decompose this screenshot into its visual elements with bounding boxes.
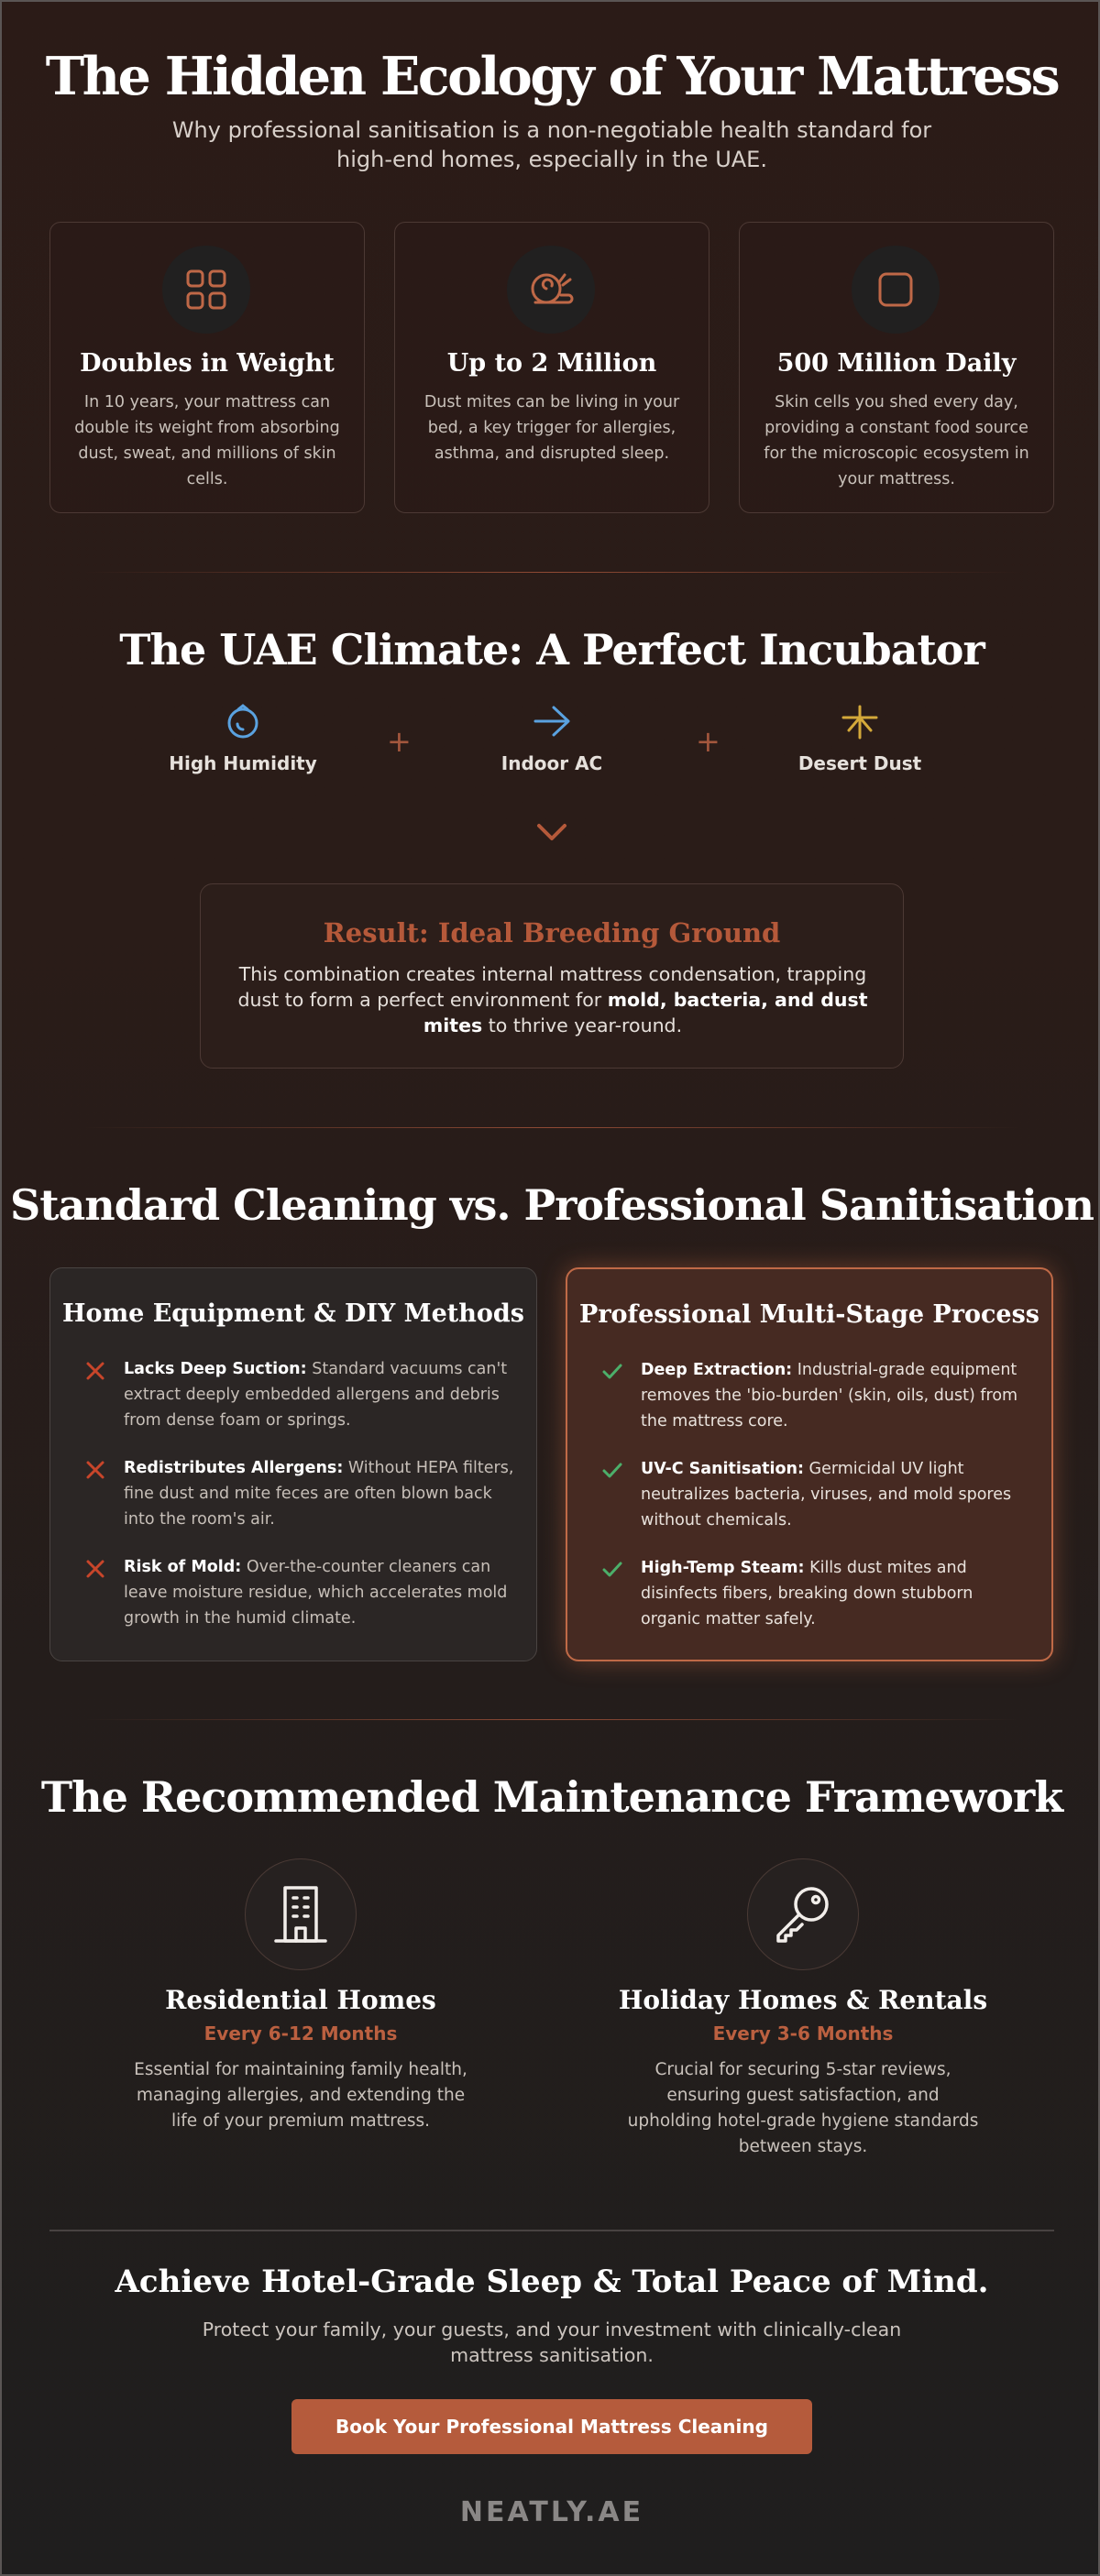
stat-text: In 10 years, your mattress can double its weight from absorbing dust, sweat, and millions of skin cells. bbox=[74, 393, 340, 488]
page-title: The Hidden Ecology of Your Mattress bbox=[45, 46, 1059, 107]
book-cleaning-button[interactable]: Book Your Professional Mattress Cleaning bbox=[292, 2399, 812, 2454]
diy-methods-card: Home Equipment & DIY Methods Lacks Deep Suction: Standard vacuums can't extract deeply embedded allergens and debris from dense foam or springs. Redistributes Allergens: Without HEPA filters, fine dust and mite feces are often blown back into the room's air. Risk of Mold: Over-the-counter cleaners can leave moisture residue, which accelerates mold growth in the humid climate. bbox=[50, 1267, 537, 1661]
check-icon bbox=[600, 1456, 624, 1482]
plan-title: Holiday Homes & Rentals bbox=[618, 1985, 988, 2015]
stat-title: 500 Million Daily bbox=[776, 349, 1017, 378]
section-divider bbox=[84, 1127, 1019, 1128]
snail-icon bbox=[507, 246, 595, 334]
card-title: Home Equipment & DIY Methods bbox=[62, 1299, 524, 1328]
climate-factor-humidity bbox=[133, 703, 353, 774]
chevron-down-icon bbox=[534, 820, 570, 844]
cross-icon bbox=[83, 1554, 107, 1580]
result-title: Result: Ideal Breeding Ground bbox=[323, 917, 781, 948]
building-icon bbox=[245, 1858, 357, 1970]
section-divider bbox=[84, 572, 1019, 573]
climate-label: High Humidity bbox=[169, 752, 317, 774]
stat-text: Dust mites can be living in your bed, a key trigger for allergies, asthma, and disrupted sleep. bbox=[424, 393, 680, 463]
cta-subtitle: Protect your family, your guests, and your investment with clinically-clean mattress sanitisation. bbox=[202, 2318, 902, 2366]
climate-label: Indoor AC bbox=[500, 752, 603, 774]
card-title: Professional Multi-Stage Process bbox=[579, 1300, 1040, 1329]
humidity-icon bbox=[225, 703, 261, 740]
plan-holiday-homes bbox=[610, 1858, 996, 2160]
cta-divider bbox=[50, 2230, 1054, 2231]
climate-factor-dust bbox=[750, 703, 970, 774]
result-box bbox=[200, 883, 904, 1069]
plan-frequency: Every 3-6 Months bbox=[712, 2022, 894, 2044]
plus-operator: + bbox=[387, 724, 412, 759]
brand-logo[interactable]: NEATLY.AE bbox=[459, 2496, 644, 2528]
cross-icon bbox=[83, 1356, 107, 1382]
plan-text: Essential for maintaining family health, managing allergies, and extending the life of your premium mattress. bbox=[134, 2060, 468, 2131]
sparkle-icon bbox=[840, 703, 880, 740]
cta-title: Achieve Hotel-Grade Sleep & Total Peace of Mind. bbox=[115, 2264, 989, 2300]
cross-icon bbox=[83, 1455, 107, 1481]
stat-card-skin-cells bbox=[739, 222, 1054, 513]
professional-process-card: Professional Multi-Stage Process Deep Extraction: Industrial-grade equipment removes the 'bio-burden' (skin, oils, dust) from the mattress core. UV-C Sanitisation: Germicidal UV light neutralizes bacteria, viruses, and mold spores without chemicals. High-Temp Steam: Kills dust mites and disinfects fibers, breaking down stubborn organic matter safely. bbox=[566, 1267, 1053, 1661]
arrow-right-icon bbox=[532, 703, 572, 740]
stat-card-weight bbox=[50, 222, 365, 513]
climate-title: The UAE Climate: A Perfect Incubator bbox=[119, 625, 984, 674]
climate-factor-ac bbox=[442, 703, 662, 774]
plan-text: Crucial for securing 5-star reviews, ensuring guest satisfaction, and upholding hotel-grade hygiene standards between stays. bbox=[627, 2060, 979, 2156]
key-icon bbox=[747, 1858, 859, 1970]
check-icon bbox=[600, 1555, 624, 1581]
section-divider bbox=[84, 1719, 1019, 1720]
square-icon bbox=[852, 246, 940, 334]
plus-operator: + bbox=[696, 724, 720, 759]
stat-title: Doubles in Weight bbox=[80, 349, 335, 378]
framework-title: The Recommended Maintenance Framework bbox=[40, 1772, 1063, 1822]
result-text: This combination creates internal mattress condensation, trapping dust to form a perfect environment for mold, bacteria, and dust mites to thrive year-round. bbox=[237, 963, 868, 1036]
climate-label: Desert Dust bbox=[798, 752, 922, 774]
stat-card-dust-mites bbox=[394, 222, 710, 513]
grid-icon bbox=[162, 246, 250, 334]
check-icon bbox=[600, 1357, 624, 1383]
plan-residential bbox=[108, 1858, 493, 2134]
stat-title: Up to 2 Million bbox=[446, 349, 657, 378]
plan-title: Residential Homes bbox=[165, 1985, 436, 2015]
stat-text: Skin cells you shed every day, providing a constant food source for the microscopic ecosystem in your mattress. bbox=[764, 393, 1029, 488]
plan-frequency: Every 6-12 Months bbox=[204, 2022, 398, 2044]
page-subtitle: Why professional sanitisation is a non-negotiable health standard for high-end homes, especially in the UAE. bbox=[171, 117, 932, 172]
comparison-title: Standard Cleaning vs. Professional Sanitisation bbox=[10, 1180, 1094, 1230]
